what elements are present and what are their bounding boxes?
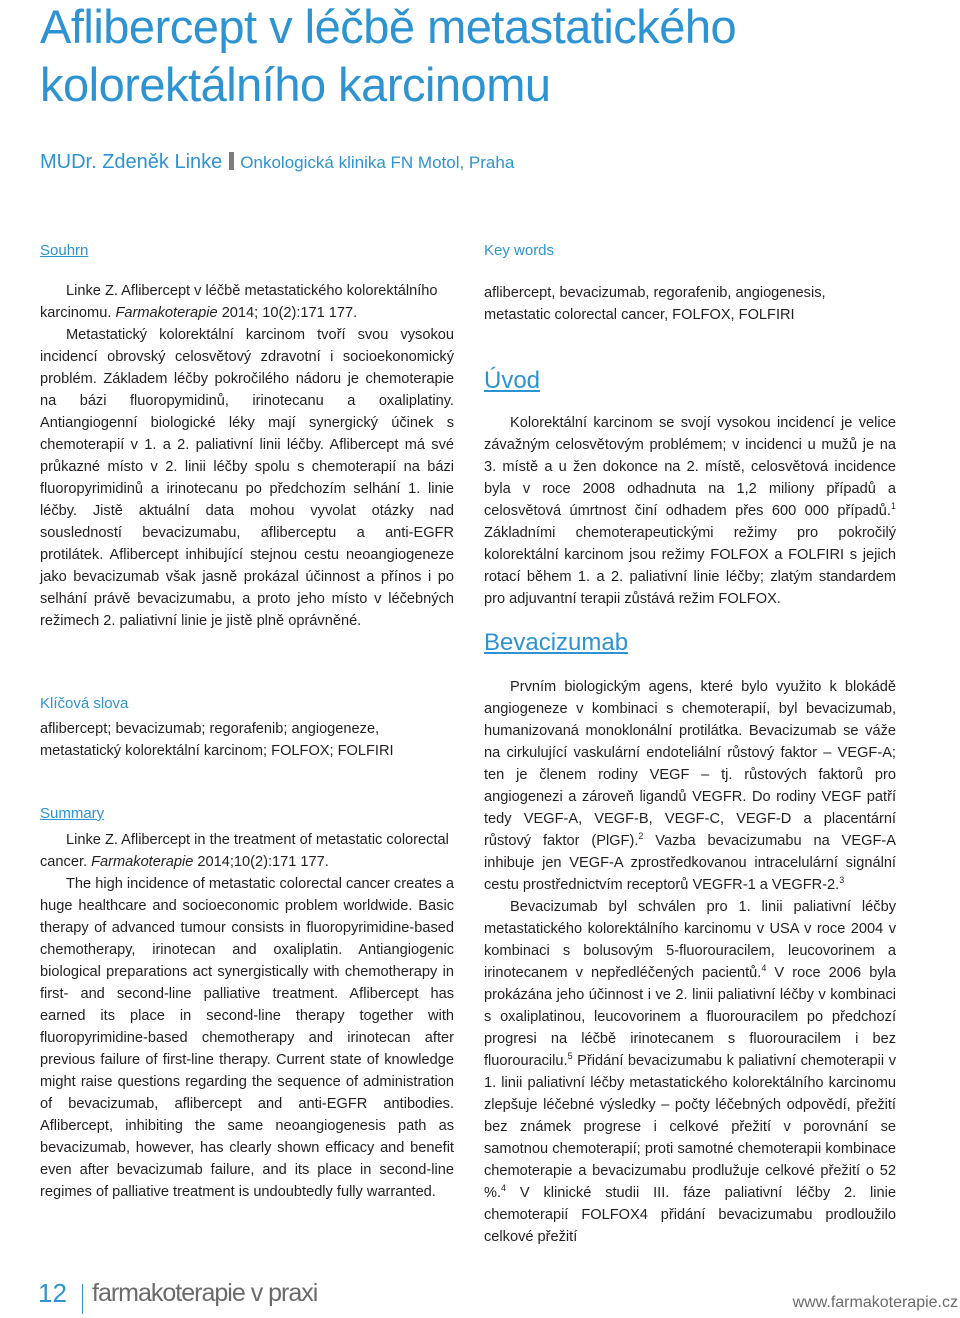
klicova-slova-text: aflibercept; bevacizumab; regorafenib; angiogeneze, metastatický kolorektální karcinom; FOLFOX; FOLFIRI [40,721,394,759]
bev-text-6: V klinické studii III. fáze paliativní léčby 2. linie chemoterapií FOLFOX4 přidání bevacizumabu prodloužilo celkové přežití [484,1185,896,1245]
uvod-ref-1: 1 [890,501,896,511]
klicova-slova-heading: Klíčová slova [40,695,129,712]
bevacizumab-heading: Bevacizumab [484,629,629,656]
summary-citation [40,829,454,873]
summary-heading: Summary [40,805,105,822]
uvod-heading: Úvod [484,367,541,394]
bev-ref-3: 3 [839,875,845,885]
journal-url[interactable]: www.farmakoterapie.cz [792,1294,958,1311]
key-words-heading: Key words [484,242,555,259]
uvod-section [484,412,896,610]
bev-ref-4b: 4 [501,1183,507,1193]
souhrn-section [40,280,454,632]
bevacizumab-section [484,676,896,1248]
bev-text-1: Prvním biologickým agens, které bylo využito k blokádě angiogeneze v kombinaci s chemoterapií, byl bevacizumab, humanizovaná monoklonální protilátka. Bevacizumab se váže na cirkulující vaskulární endoteliální růstový faktor – VEGF-A; ten je členem rodiny VEGF – tj. růstových faktorů pro angiogenezi a zároveň ligandů VEGFR. Do rodiny VEGF patří tedy VEGF-A, VEGF-B, VEGF-C, VEGF-D a placentární růstový faktor (PlGF). [484,679,896,849]
summary-citation-issue: 2014;10(2):171 177. [193,854,329,870]
bev-ref-2: 2 [638,831,644,841]
bevacizumab-paragraph-2 [484,896,896,1248]
key-words-text: aflibercept, bevacizumab, regorafenib, angiogenesis, metastatic colorectal cancer, FOLFOX, FOLFIRI [484,285,826,323]
bev-text-5: Přidání bevacizumabu k paliativní chemoterapii v 1. linii paliativní léčby metastatického kolorektálního karcinomu zlepšuje léčebné výsledky – počty léčebných odpovědí, přežití bez známek progrese i celkové přežití v porovnání se samotnou chemoterapií; proti samotné chemoterapii kombinace chemoterapie a bevacizumabu prodlužuje celkové přežití o 52 %. [484,1053,896,1201]
author-name: MUDr. Zdeněk Linke [40,151,223,173]
uvod-paragraph [484,412,896,610]
klicova-slova-section [40,718,454,762]
bevacizumab-paragraph-1 [484,676,896,896]
bev-text-2: Vazba bevacizumabu na VEGF-A inhibuje jen VEGF-A zprostředkovanou intracelulární signální cestu prostřednictvím receptorů VEGFR-1 a VEGFR-2. [484,833,896,893]
bev-ref-4: 4 [761,963,767,973]
summary-citation-journal: Farmakoterapie [91,854,194,870]
page-number: 12 [38,1278,67,1308]
souhrn-citation-issue: 2014; 10(2):171 177. [217,305,358,321]
article-title: Aflibercept v léčbě metastatického kolorektálního karcinomu [40,0,737,111]
souhrn-citation-journal: Farmakoterapie [115,305,218,321]
summary-citation-text: Linke Z. Aflibercept in the treatment of metastatic colorectal cancer. [40,832,449,870]
souhrn-body: Metastatický kolorektální karcinom tvoří svou vysokou incidencí obrovský celosvětový zdravotní i socioekonomický problém. Základem léčby pokročilého nádoru je chemoterapie na bázi fluoropymidinů, irinotecanu a oxaliplatiny. Antiangiogenní biologické léky mají synergický účinek s chemoterapií v 1. a 2. paliativní linii léčby. Aflibercept má své průkazné místo v 2. linii léčby spolu s chemoterapií na bázi fluoropyrimidinů a irinotecanu po předchozím selhání 1. linie léčby. Jistě aktuální data mohou vyvolat otázky nad sousledností bevacizumabu, afliberceptu a anti-EGFR protilátek. Aflibercept inhibující stejnou cestu neoangiogeneze jako bevacizumab však jasně prokázal účinnost a přínos i po selhání právě bevacizumabu, a proto jeho místo v léčebných režimech 2. paliativní linie je jistě plně oprávněné. [40,327,454,629]
bev-text-3: Bevacizumab byl schválen pro 1. linii paliativní léčby metastatického kolorektálního karcinomu v USA v roce 2004 v kombinaci s bolusovým 5-fluorouracilem, leucovorinem a irinotecanem v nepředléčených pacientů. [484,899,896,981]
footer-divider [82,1284,83,1314]
bev-ref-5: 5 [567,1051,573,1061]
uvod-text-1: Kolorektální karcinom se svojí vysokou incidencí je velice závažným celosvětovým problémem; v incidenci u mužů je na 3. místě a u žen dokonce na 2. místě, celosvětová incidence byla v roce 2008 odhadnuta na 1,2 miliony případů a celosvětová úmrtnost činí odhadem přes 600 000 případů. [484,415,896,519]
byline [40,149,514,176]
summary-body: The high incidence of metastatic colorectal cancer creates a huge healthcare and socioeconomic problem worldwide. Basic therapy of advanced tumour consists in fluoropyrimidine-based chemotherapy, irinotecan and oxaliplatin. Antiangiogenic biological preparations act synergistically with chemotherapy in first- and second-line palliative treatment. Aflibercept has earned its place in second-line therapy together with fluoropyrimidine-based chemotherapy and irinotecan after previous failure of first-line therapy. Current state of knowledge might raise questions regarding the sequence of administration of bevacizumab, aflibercept and anti-EGFR antibodies. Aflibercept, inhibiting the same neoangiogenesis path as bevacizumab, however, has clearly shown efficacy and benefit even after bevacizumab failure, and its place in second-line regimes of palliative treatment is undoubtedly fully warranted. [40,876,454,1200]
key-words-section [484,282,896,326]
author-affiliation: Onkologická klinika FN Motol, Praha [240,153,515,172]
byline-separator [229,152,234,170]
uvod-text-2: Základními chemoterapeutickými režimy pro pokročilý kolorektální karcinom jsou režimy FOLFOX a FOLFIRI s jejich rotací během 1. a 2. paliativní linie léčby; zlatým standardem pro adjuvantní terapii zůstává režim FOLFOX. [484,525,896,607]
summary-section [40,829,454,1203]
souhrn-citation-text: Linke Z. Aflibercept v léčbě metastatického kolorektálního karcinomu. [40,283,438,321]
bev-text-4: V roce 2006 byla prokázána jeho účinnost i ve 2. linii paliativní léčby v kombinaci s oxaliplatinou, leucovorinem a fluorouracilem po předchozí progresi na léčbě irinotecanem s fluorouracilem i bez fluorouracilu. [484,965,896,1069]
souhrn-citation [40,280,454,324]
souhrn-heading: Souhrn [40,242,89,259]
journal-brand: farmakoterapie v praxi [92,1279,318,1307]
